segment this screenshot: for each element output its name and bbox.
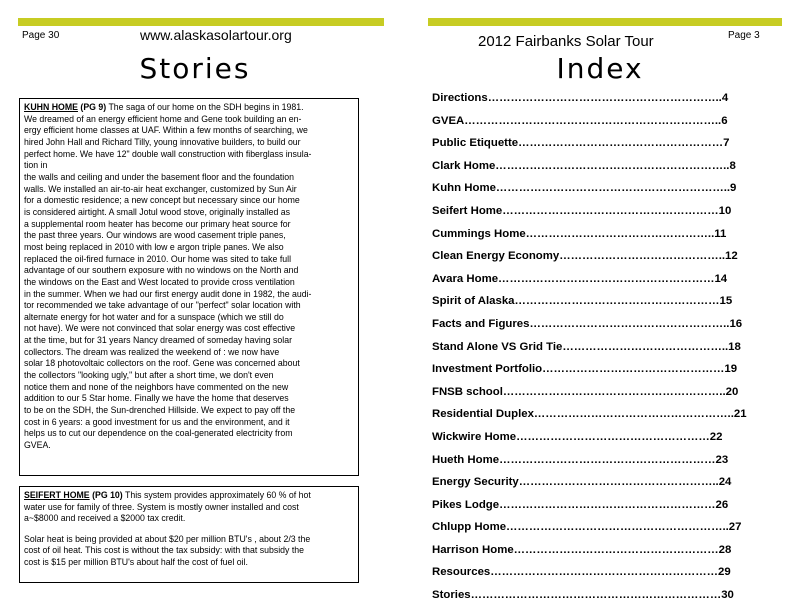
story-kuhn-home	[19, 98, 359, 476]
index-entry: Public Etiquette………………………………………………7	[432, 137, 730, 150]
tour-title: 2012 Fairbanks Solar Tour	[478, 33, 654, 50]
index-entry: Residential Duplex……………………………………………..21	[432, 408, 747, 421]
right-accent-bar	[428, 18, 782, 26]
story-heading: KUHN HOME	[24, 102, 78, 112]
story-heading: SEIFERT HOME	[24, 490, 90, 500]
story-body-2: Solar heat is being provided at about $20 per million BTU's , about 2/3 the cost of oil heat. This cost is without the tax subsidy: with that subsidy the cost is $15 per million BTU's about half the cost of fuel oil.	[24, 533, 311, 567]
index-entry: Energy Security……………………………………………..24	[432, 476, 732, 489]
index-entry: Facts and Figures……………………………………………..16	[432, 317, 743, 330]
index-entry: Wickwire Home……………………………………………22	[432, 430, 723, 443]
index-entry: FNSB school…………………………………………………..20	[432, 385, 739, 398]
index-entry: Directions……………………………………………………..4	[432, 92, 729, 104]
index-entry: Hueth Home…………………………………………………23	[432, 453, 729, 466]
index-entry: Pikes Lodge…………………………………………………26	[432, 498, 729, 511]
index-entry: Cummings Home…………………………………………..11	[432, 227, 727, 240]
index-entry: Clean Energy Economy……………………………………..12	[432, 250, 738, 263]
story-body: The saga of our home on the SDH begins in 1981. We dreamed of an energy efficient home and Gene took building an en- ergy efficient home classes at UAF. Within a few months of searching, we hired John Hall and Richard Tilly, young innovative builders, to build our perfect home. We have 12" double wall construction with fiberglass insula- tion in the walls and ceiling and under the basement floor and the foundation walls. We installed an air-to-air heat exchanger, customized by Sun Air for a domestic residence; a new concept but necessary since our home is considered airtight. A small Jotul wood stove, originally installed as a supplemental room heater has become our primary heat source for the past three years. Our windows are wood casement triple panes, most being replaced in 2010 with low e argon triple panes. We also replaced the oil-fired furnace in 2010. Our home was sited to take full advantage of our southern exposure with no windows on the North and the windows on the East and West located to provide cross ventilation in the summer. When we had our first energy audit done in 1982, the audi- tor recommended we take advantage of our "perfect" solar location with alternate energy for hot water and for a sunspace (which we still do not have). We were not convinced that solar energy was cost effective at the time, but for 31 years Nancy dreamed of someday having solar collectors. The dream was realized the weekend of : we now have solar 18 photovoltaic collectors on the roof. Gene was concerned about the collectors "looking ugly," but after a short time, we don't even notice them and none of the neighbors have commented on the new addition to our 5 Star home. Finally we have the home that deserves to be on the SDH, the Sun-drenched Hillside. We expect to pay off the cost in 6 years: a good investment for us and the environment, and it helps us to cut our dependence on the coal-generated electricity from GVEA.	[24, 102, 312, 451]
right-page-number: Page 3	[728, 30, 760, 41]
index-entry: Stories…………………………………………………………30	[432, 589, 734, 602]
site-url: www.alaskasolartour.org	[140, 27, 292, 43]
story-seifert-home	[19, 486, 359, 583]
index-entry: Investment Portfolio…………………………………………19	[432, 363, 738, 376]
index-entry: Resources……………………………………………………29	[432, 566, 731, 579]
index-entry: Stand Alone VS Grid Tie……………………………………..18	[432, 340, 741, 353]
stories-title: Stories	[139, 52, 251, 85]
index-entry: Clark Home……………………………………………………..8	[432, 159, 736, 172]
story-page-ref: (PG 10)	[92, 490, 123, 500]
index-entry: Spirit of Alaska………………………………………………15	[432, 295, 733, 308]
index-entry: Avara Home…………………………………………………14	[432, 272, 728, 285]
left-accent-bar	[18, 18, 384, 26]
index-list	[432, 88, 764, 608]
index-entry: Chlupp Home…………………………………………………..27	[432, 521, 742, 534]
index-entry: Seifert Home…………………………………………………10	[432, 204, 732, 217]
index-title: Index	[556, 52, 644, 85]
index-entry: Kuhn Home……………………………………………………..9	[432, 182, 737, 195]
story-text	[24, 102, 354, 452]
story-page-ref: (PG 9)	[80, 102, 107, 112]
story-body: This system provides approximately 60 % of hot water use for family of three. System is mostly owner installed and cost a~$8000 and received a $2000 tax credit.	[24, 490, 311, 524]
index-entry: GVEA…………………………………………………………..6	[432, 114, 728, 127]
index-entry: Harrison Home………………………………………………28	[432, 543, 732, 556]
story-text	[24, 490, 354, 525]
left-page-number: Page 30	[22, 30, 60, 41]
